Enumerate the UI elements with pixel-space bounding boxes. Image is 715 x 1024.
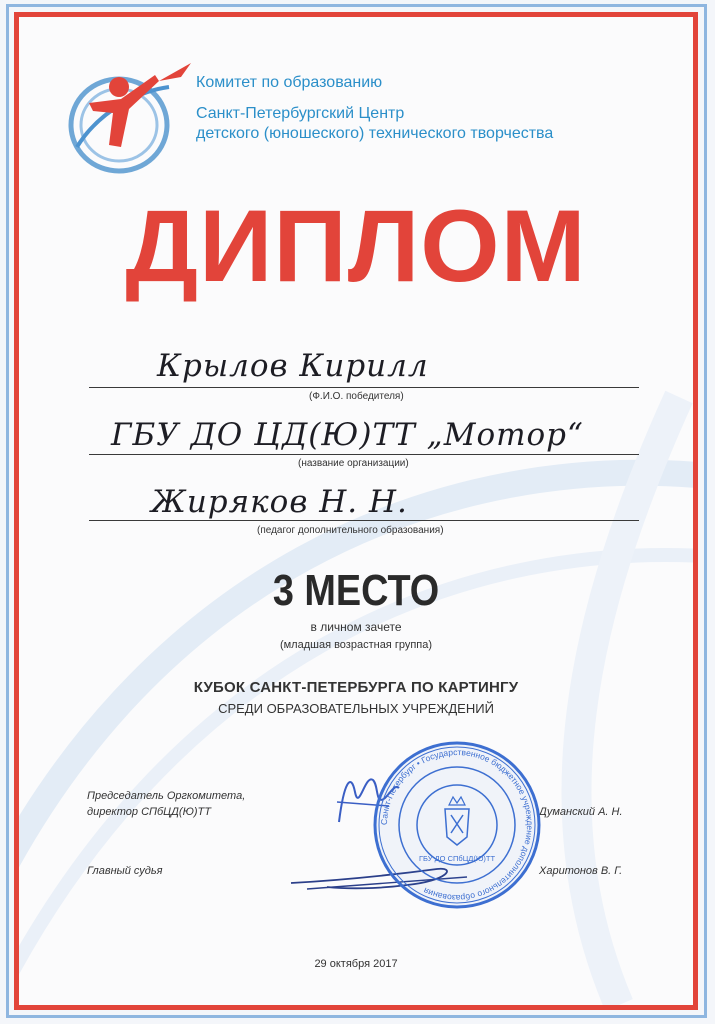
diploma-title: ДИПЛОМ xyxy=(125,189,587,303)
award-place: 3 МЕСТО xyxy=(272,566,440,615)
winner-name-line xyxy=(89,387,639,388)
organization-caption: (название организации) xyxy=(298,458,409,469)
center-logo-icon xyxy=(59,51,211,181)
award-date: 29 октября 2017 xyxy=(314,958,398,970)
event-subtitle: СРЕДИ ОБРАЗОВАТЕЛЬНЫХ УЧРЕЖДЕНИЙ xyxy=(218,701,494,716)
judge-name: Харитонов В. Г. xyxy=(539,865,623,877)
org-committee: Комитет по образованию xyxy=(196,74,383,91)
official-seal-icon xyxy=(371,739,543,911)
teacher-name: Жиряков Н. Н. xyxy=(151,484,408,520)
chair-name: Думанский А. Н. xyxy=(539,806,623,818)
winner-name: Крылов Кирилл xyxy=(157,348,429,384)
award-category: в личном зачете xyxy=(310,620,402,634)
event-title: КУБОК САНКТ-ПЕТЕРБУРГА ПО КАРТИНГУ xyxy=(193,679,519,696)
teacher-caption: (педагог дополнительного образования) xyxy=(257,525,444,536)
chair-role-line1: Председатель Оргкомитета, xyxy=(87,790,246,802)
organization-name: ГБУ ДО ЦД(Ю)ТТ „Мотор“ xyxy=(111,417,584,453)
organization-line xyxy=(89,454,639,455)
award-age-group: (младшая возрастная группа) xyxy=(279,639,433,651)
teacher-line xyxy=(89,520,639,521)
judge-role: Главный судья xyxy=(87,865,163,877)
chair-role-line2: директор СПбЦД(Ю)ТТ xyxy=(87,806,211,818)
org-center-name: Санкт-Петербургский Центр xyxy=(196,105,405,122)
winner-name-caption: (Ф.И.О. победителя) xyxy=(309,391,404,402)
seal-outer-text: Санкт-Петербург • Государственное бюджетное учреждение дополнительного образования xyxy=(378,746,536,904)
seal-center-text: ГБУ ДО СПбЦД(Ю)ТТ xyxy=(418,854,496,863)
diploma-paper xyxy=(19,17,693,1005)
org-center-name-cont: детского (юношеского) технического творчества xyxy=(196,125,554,142)
